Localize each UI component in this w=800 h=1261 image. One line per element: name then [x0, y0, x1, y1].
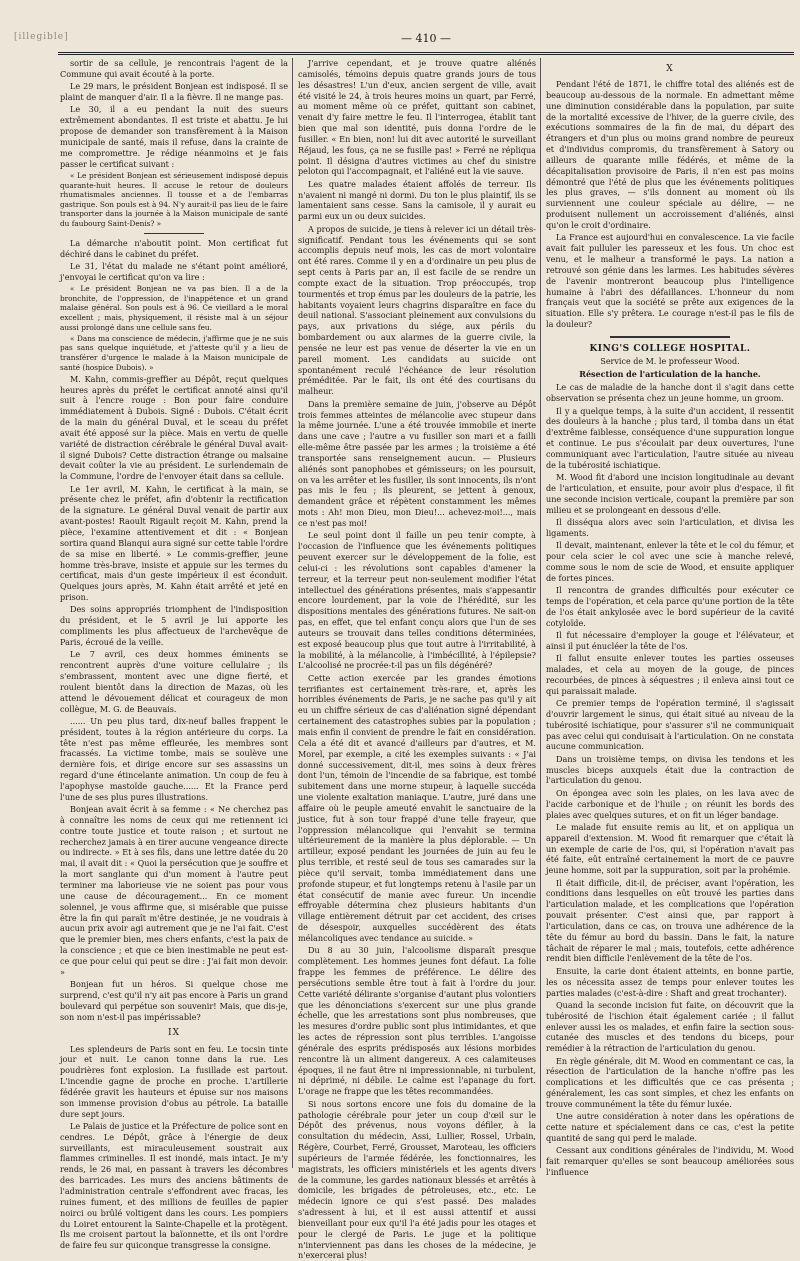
paragraph: Dans un troisième temps, on divisa les tendons et les muscles biceps auxquels était due la contraction de l'articulation du genou.: [546, 753, 794, 786]
paragraph: Cette action exercée par les grandes émotions terrifiantes est certainement très-rare, et, après les horribles événements de Paris, je ne sache pas qu'il y ait eu un chiffre sérieux de cas d'aliénation signé dépendant certainement des catastrophes subies par la population ; mais enfin il convient de prendre le fait en considération. Cela a été dit et avancé d'ailleurs par d'autres, et M. Morel, par exemple, a cité les exemples suivants : « J'ai donné successivement, dit-il, mes soins à deux frères dont l'un, témoin de l'incendie de sa fabrique, est tombé subitement dans une morne stupeur, à laquelle succéda une violente exaltation maniaque. L'autre, juré dans une affaire où le peuple ameuté envahit le sanctuaire de la justice, fut à son tour frappé d'une telle frayeur, que l'oppression mélancolique qui l'envahit se termina ultérieurement de la manière la plus déplorable. — Un artilleur, exposé pendant les journées de juin au feu le plus terrible, et resté seul de tous ses camarades sur la pièce qu'il servait, tomba immédiatement dans une profonde stupeur, et fut longtemps retenu à l'asile par un état consécutif de manie avec fureur. Un incendie effroyable détermina chez plusieurs habitants d'un village entièrement détruit par cet accident, des crises de désespoir, auxquelles succédèrent des états mélancoliques avec tendance au suicide. »: [298, 672, 536, 943]
paragraph: sortir de sa cellule, je rencontrais l'agent de la Commune qui avait écouté à la porte.: [60, 58, 288, 79]
column-2: [298, 58, 536, 1261]
paragraph: Il était difficile, dit-il, de préciser, avant l'opération, les conditions dans lesquelles on eût trouvé les parties dans l'articulation malade, et les complications que l'opération pouvait présenter. C'est ainsi que, par rapport à l'articulation, dans ce cas, on trouva une adhérence de la tête du fémur au bord du bassin. Dans le fait, la nature tâchait de réparer le mal ; mais, toutefois, cette adhérence rendit bien difficile l'enlèvement de la tête de l'os.: [546, 877, 794, 964]
paragraph: Les quatre malades étaient affolés de terreur. Ils n'avaient ni mangé ni dormi. Du ton le plus plaintif, ils se lamentaient sans cesse. Sans la camisole, il y aurait eu parmi eux un ou deux suicides.: [298, 178, 536, 222]
quote: « Dans ma conscience de médecin, j'affirme que je ne suis pas sans quelque inquiétude, et j'atteste qu'il y a lieu de transférer d'urgence le malade à la Maison municipale de santé (hospice Dubois). »: [60, 333, 288, 372]
paragraph: Il fallut ensuite enlever toutes les parties osseuses malades, et cela au moyen de la gouge, de pinces recourbées, de pinces à séquestres ; il enleva ainsi tout ce qui paraissait malade.: [546, 653, 794, 696]
paragraph: Bonjean avait écrit à sa femme : « Ne cherchez pas à connaître les noms de ceux qui me retiennent ici contre toute justice et toute raison ; et surtout ne recherchez jamais à en tirer aucune vengeance directe ou indirecte. » Et à ses fils, dans une lettre datée du 20 mai, il avait dit : « Quoi la persécution que je souffre et la mort sanglante qui d'un moment à l'autre peut terminer ma laborieuse vie ne soient pas pour vous une cause de découragement... En ce moment solennel, je vous affirme que, si misérable que puisse être la fin qui paraît m'être destinée, je ne voudrais à aucun prix avoir agi autrement que je ne l'ai fait. C'est que le premier bien, mes chers enfants, c'est la paix de la conscience ; et que ce bien inestimable ne peut est-ce que pour celui qui peut se dire : J'ai fait mon devoir. »: [60, 804, 288, 977]
paragraph: Le malade fut ensuite remis au lit, et on appliqua un appareil d'extension. M. Wood fit remarquer que c'était là un exemple de carie de l'os, qui, si l'opération n'avait pas été faite, eût entraîné certainement la mort de ce pauvre jeune homme, soit par la suppuration, soit par la prohémie.: [546, 821, 794, 876]
paragraph: Pendant l'été de 1871, le chiffre total des aliénés est de beaucoup au-dessous de la normale. En admettant même une diminution considérable dans la population, par suite de la mortalité excessive de l'hiver, de la guerre civile, des exécutions sommaires de la fin de mai, du départ des étrangers et d'un plus ou moins grand nombre de peureux et d'individus compromis, du transfèrement à Satory ou ailleurs de quarante mille fédérés, et même de la décapitalisation provisoire de Paris, il n'en est pas moins démontré que l'été de plus que les événements politiques les plus graves, — s'ils donnent au moment où ils surviennent une couleur spéciale au délire, — ne produisent nullement un accroissement d'aliénés, ainsi qu'on le croit d'ordinaire.: [546, 79, 794, 231]
section-number: IX: [168, 1028, 180, 1039]
paragraph: Si nous sortons encore une fois du domaine de la pathologie cérébrale pour jeter un coup d'œil sur le Dépôt des prévenus, nous voyons défiler, à la consultation du médecin, Assi, Lullier, Rossel, Urbain, Régère, Courbet, Ferré, Grousset, Maroteau, les officiers supérieurs de l'armée fédérée, les fonctionnaires, les magistrats, les officiers ministériels et les agents divers de la commune, les gardes nationaux blessés et arrêtés à domicile, les brigades de pétroleuses, etc., etc. Le médecin ignore ce qui s'est passé. Des malades s'adressent à lui, et il est aussi attentif et aussi bienveillant pour eux qu'il l'a été jadis pour les otages et pour le clergé de Paris. Le juge et la politique n'interviennent pas dans les choses de la médecine, je n'exercerai plus!: [298, 1098, 536, 1261]
paragraph: Il y a quelque temps, à la suite d'un accident, il ressentit des douleurs à la hanche ; plus tard, il tomba dans un état d'extrême faiblesse, conséquence d'une suppuration longue et continue. Le pus s'écoulait par deux ouvertures, l'une communiquant avec l'articulation, l'autre située au niveau de la tubérosité ischiatique.: [546, 405, 794, 470]
column-divider: [292, 58, 293, 1168]
paragraph: On épongea avec soin les plaies, on les lava avec de l'acide carbonique et de l'huile ; on réunit les bords des plaies avec quelques sutures, et on fit un léger bandage.: [546, 787, 794, 820]
paragraph: Les splendeurs de Paris sont en feu. Le tocsin tinte jour et nuit. Le canon tonne dans la rue. Les poudrières font explosion. La fusillade est partout. L'incendie gagne de proche en proche. L'artillerie fédérée gravit les hauteurs et épuise sur nos maisons son immense provision d'obus au pétrole. La bataille dure sept jours.: [60, 1043, 288, 1119]
article-title: KING'S COLLEGE HOSPITAL.: [589, 343, 751, 354]
paragraph: En règle générale, dit M. Wood en commentant ce cas, la résection de l'articulation de la hanche n'offre pas les complications et les difficultés que ce cas présenta ; généralement, les cas sont simples, et chez les enfants on trouve communément la tête du fémur luxée.: [546, 1055, 794, 1109]
paragraph: Ensuite, la carie dont étaient atteints, en bonne partie, les os nécessita assez de temps pour enlever toutes les parties malades (c'est-à-dire : Shaft and great trochanter).: [546, 965, 794, 998]
paragraph: Le 31, l'état du malade ne s'étant point amélioré, j'envoyai le certificat qu'on va lire :: [60, 260, 288, 282]
column-3: [546, 58, 794, 1177]
paragraph: Il disséqua alors avec soin l'articulation, et divisa les ligaments.: [546, 517, 794, 538]
article-heading: Résection de l'articulation de la hanche.: [579, 368, 761, 379]
page-number: — 410 —: [401, 32, 451, 45]
paragraph: Le cas de maladie de la hanche dont il s'agit dans cette observation se présenta chez un jeune homme, un groom.: [546, 382, 794, 404]
header-mark: [illegible]: [14, 32, 69, 42]
paragraph: Le 29 mars, le président Bonjean est indisposé. Il se plaint de manquer d'air. Il a la fièvre. Il ne mange pas.: [60, 81, 288, 103]
paragraph: Ce premier temps de l'opération terminé, il s'agissait d'ouvrir largement le sinus, qui était situé au niveau de la tubérosité ischiatique, pour s'assurer s'il ne communiquait pas avec celui qui conduisait à l'articulation. On ne constata aucune communication.: [546, 698, 794, 752]
paragraph: Cessant aux conditions générales de l'individu, M. Wood fait remarquer qu'elles se sont beaucoup améliorées sous l'influence: [546, 1145, 794, 1177]
column-1: [60, 58, 288, 1251]
paragraph: Le 30, il a eu pendant la nuit des sueurs extrêmement abondantes. Il est triste et abattu. Je lui propose de demander son transfèrement à la Maison municipale de santé, mais il refuse, dans la crainte de me compromettre. Je rédige néanmoins et je fais passer le certificat suivant :: [60, 104, 288, 169]
article-subtitle: Service de M. le professeur Wood.: [600, 357, 740, 366]
quote: « Le président Bonjean ne va pas bien. Il a de la bronchite, de l'oppression, de l'inappétence et un grand malaise général. Son pouls est à 96. Ce vieillard a le moral excellent ; mais, physiquement, il résiste mal à un séjour aussi prolongé dans une cellule sans feu.: [60, 284, 288, 332]
section-number: X: [666, 64, 674, 74]
paragraph: M. Wood fit d'abord une incision longitudinale au devant de l'articulation, et ensuite, pour avoir plus d'espace, il fit une seconde incision verticale, coupant la première par son milieu et se prolongeant en dessous d'elle.: [546, 472, 794, 515]
paragraph: Quand la seconde incision fut faite, on découvrit que la tubérosité de l'ischion était également cariée ; il fallut enlever aussi les os malades, et enfin faire la section sous-cutanée des muscles et des tendons du biceps, pour remédier à la rétraction de l'articulation du genou.: [546, 999, 794, 1054]
paragraph: Le Palais de justice et la Préfecture de police sont en cendres. Le Dépôt, grâce à l'énergie de deux surveillants, est miraculeusement soustrait aux flammes criminelles. Il est inondé, mais intact. Je m'y rends, le 26 mai, en passant à travers les décombres des barricades. Les murs des anciens bâtiments de l'administration centrale s'effondrent avec fracas, les ruines fument, et des millions de feuilles de papier noirci ou brûlé voltigent dans les cours. Les pompiers du Loiret entourent la Sainte-Chapelle et la protègent. Ils me croisent partout la baïonnette, et ils ont l'ordre de faire feu sur quiconque transgresse la consigne.: [60, 1120, 288, 1251]
paragraph: Dans la première semaine de juin, j'observe au Dépôt trois femmes atteintes de mélancolie avec stupeur dans la même journée. L'une a été trouvée immobile et inerte dans une cave ; l'autre a vu fusiller son mari et a failli elle-même être passée par les armes ; la troisième a été transportée sans renseignement aucun. — Plusieurs aliénés sont panophobes et gémisseurs; on les poursuit, on va les arrêter et les fusiller, ils sont innocents, ils n'ont pas mis le feu ; ils pleurent, se jettent à genoux, demandent grâce et répètent constamment les mêmes mots : Ah! mon Dieu, mon Dieu!... achevez-moi!..., mais ce n'est pas moi!: [298, 398, 536, 528]
paragraph: ...... Un peu plus tard, dix-neuf balles frappent le président, toutes à la région antérieure du corps. La tête n'est pas même effleurée, les membres sont fracassés. La victime tombe, mais se soulève une dernière fois, et dirige encore sur ses assassins un regard d'une étincelante animation. Un coup de feu à l'apophyse mastoïde gauche...... Et la France perd l'une de ses plus pures illustrations.: [60, 715, 288, 802]
paragraph: Le seul point dont il faille un peu tenir compte, à l'occasion de l'influence que les événements politiques peuvent exercer sur le développement de la folie, est celui-ci : les révolutions sont capables d'amener la terreur, et la terreur peut non-seulement modifier l'état intellectuel des générations présentes, mais s'appesantir encore lourdement, par la voie de l'hérédité, sur les dispositions mentales des générations futures. Ne sait-on pas, en effet, que tel enfant conçu alors que l'un de ses auteurs se trouvait dans telles conditions déterminées, est exposé beaucoup plus que tout autre à l'irritabilité, à la mobilité, à la mélancolie, à l'imbécillité, à l'épilepsie? L'alcoolisé ne procrée-t-il pas un fils dégénéré?: [298, 530, 536, 671]
header-rule: [58, 52, 794, 55]
paragraph: Du 8 au 30 juin, l'alcoolisme disparaît presque complètement. Les hommes jeunes font défaut. La folie frappe les femmes de préférence. Le délire des persécutions semble être tout à fait à l'ordre du jour. Cette variété délirante s'organise d'autant plus volontiers que les dénonciations s'exercent sur une plus grande échelle, que les arrestations sont plus nombreuses, que les mesures d'ordre public sont plus intimidantes, et que les actes de répression sont plus terribles. L'angoisse générale des esprits prédisposés aux lésions morbides rencontre là un aliment dangereux. A ces calamiteuses époques, il ne faut être ni impressionnable, ni turbulent, ni déprimé, ni débile. Le calme est l'apanage du fort. L'orage ne frappe que les têtes recommandées.: [298, 945, 536, 1097]
divider: [144, 233, 204, 234]
paragraph: Bonjean fut un héros. Si quelque chose me surprend, c'est qu'il n'y ait pas encore à Paris un grand boulevard qui perpétue son souvenir! Mais, que dis-je, son nom n'est-il pas impérissable?: [60, 979, 288, 1022]
paragraph: La France est aujourd'hui en convalescence. La vie facile avait fait pulluler les paresseux et les fous. Un choc est venu, et le malheur a transformé le pays. La nation a retrouvé son génie dans les larmes. Les habitudes sévères de l'avenir montreront beaucoup plus l'intelligence humaine à l'abri des défaillances. L'honneur du nom français veut que la société se prête aux exigences de la situation. Elle s'y prêtera. Le courage n'est-il pas le fils de la douleur?: [546, 232, 794, 330]
divider: [610, 336, 730, 338]
paragraph: Il fut nécessaire d'employer la gouge et l'élévateur, et ainsi il put énucléer la tête de l'os.: [546, 630, 794, 651]
paragraph: Une autre considération à noter dans les opérations de cette nature et spécialement dans ce cas, c'est la petite quantité de sang qui perd le malade.: [546, 1111, 794, 1143]
paragraph: Le 7 avril, ces deux hommes éminents se rencontrent auprès d'une voiture cellulaire ; ils s'embrassent, montent avec une digne fierté, et roulent bientôt dans la direction de Mazas, où les attend le dévouement délicat et courageux de mon collègue, M. G. de Beauvais.: [60, 649, 288, 714]
paragraph: Des soins appropriés triomphent de l'indisposition du président, et le 5 avril je lui apporte les compliments les plus affectueux de l'archevêque de Paris, écroué de la veille.: [60, 604, 288, 647]
paragraph: Il devait, maintenant, enlever la tête et le col du fémur, et pour cela scier le col avec une scie à manche relevé, comme sous le nom de scie de Wood, et ensuite appliquer de fortes pinces.: [546, 540, 794, 583]
paragraph: La démarche n'aboutit point. Mon certificat fut déchiré dans le cabinet du préfet.: [60, 237, 288, 259]
paragraph: Il rencontra de grandes difficultés pour exécuter ce temps de l'opération, et cela parce qu'une portion de la tête de l'os était ankylosée avec le bord supérieur de la cavité cotyloïde.: [546, 585, 794, 628]
paragraph: A propos de suicide, je tiens à relever ici un détail très-significatif. Pendant tous les événements qui se sont accomplis depuis neuf mois, les cas de mort volontaire ont été rares. Comme il y en a d'ordinaire un peu plus de sept cents à Paris par an, il est facile de se rendre un compte exact de la situation. Trop préoccupés, trop tourmentés et trop émus par les douleurs de la patrie, les habitants voyaient leurs chagrins disparaître en face du deuil national. S'associant pleinement aux convulsions du pays, aux privations du siége, aux périls du bombardement ou aux alarmes de la guerre civile, la pensée ne leur est pas venue de déserter la vie en un pareil moment. Les candidats au suicide ont spontanément reculé l'échéance de leur résolution préméditée. Par le fait, ils ont été des courtisans du malheur.: [298, 223, 536, 397]
paragraph: M. Kahn, commis-greffier au Dépôt, reçut quelques heures après du préfet le certificat annoté ainsi qu'il suit à l'encre rouge : Bon pour faire conduire immédiatement à Dubois. Signé : Dubois. C'était écrit de la main du général Duval, et le sceau du préfet avait été apposé sur la pièce. Mais en vertu de quelle variété de distraction cérébrale le général Duval avait-il signé Dubois? Cette distraction étrange ou malsaine devait coûter la vie au président. Le surlendemain de la Commune, l'ordre de l'envoyer était dans sa cellule.: [60, 373, 288, 482]
quote: « Le président Bonjean est sérieusement indisposé depuis quarante-huit heures. Il accuse le retour de douleurs rhumatismales anciennes. Il tousse et a de l'embarras gastrique. Son pouls est à 94. N'y aurait-il pas lieu de le faire transporter dans la journée à la Maison municipale de santé du faubourg Saint-Denis? »: [60, 170, 288, 229]
paragraph: Le 1er avril, M. Kahn, le certificat à la main, se présente chez le préfet, afin d'obtenir la rectification de la signature. Le général Duval venait de partir aux avant-postes! Raoult Rigault reçoit M. Kahn, prend la pièce, l'examine attentivement et dit : « Bonjean sortira quand Blanqui aura signé sur cette table l'ordre de sa mise en liberté. » Le commis-greffier, jeune homme très-brave, insiste et appuie sur les termes du certificat, mais d'un geste impérieux il est éconduit. Quelques jours après, M. Kahn était arrêté et jeté en prison.: [60, 483, 288, 603]
paragraph: J'arrive cependant, et je trouve quatre aliénés camisolés, témoins depuis quatre grands jours de tous les désastres! L'un d'eux, ancien sergent de ville, avait été visité le 24, à trois heures moins un quart, par Ferré, au moment même où ce préfet, quittant son cabinet, venait d'y faire mettre le feu. Il l'interrogea, établit tant bien que mal son identité, puis donna l'ordre de le fusiller. « En bien, non! lui dit avec autorité le surveillant Réjaud, les fous, ça ne se fusille pas! » Ferré ne répliqua point. Il désigna d'autres victimes au chef du sinistre peloton qui l'accompagnait, et l'aliéné eut la vie sauve.: [298, 58, 536, 177]
column-divider: [540, 58, 541, 1168]
